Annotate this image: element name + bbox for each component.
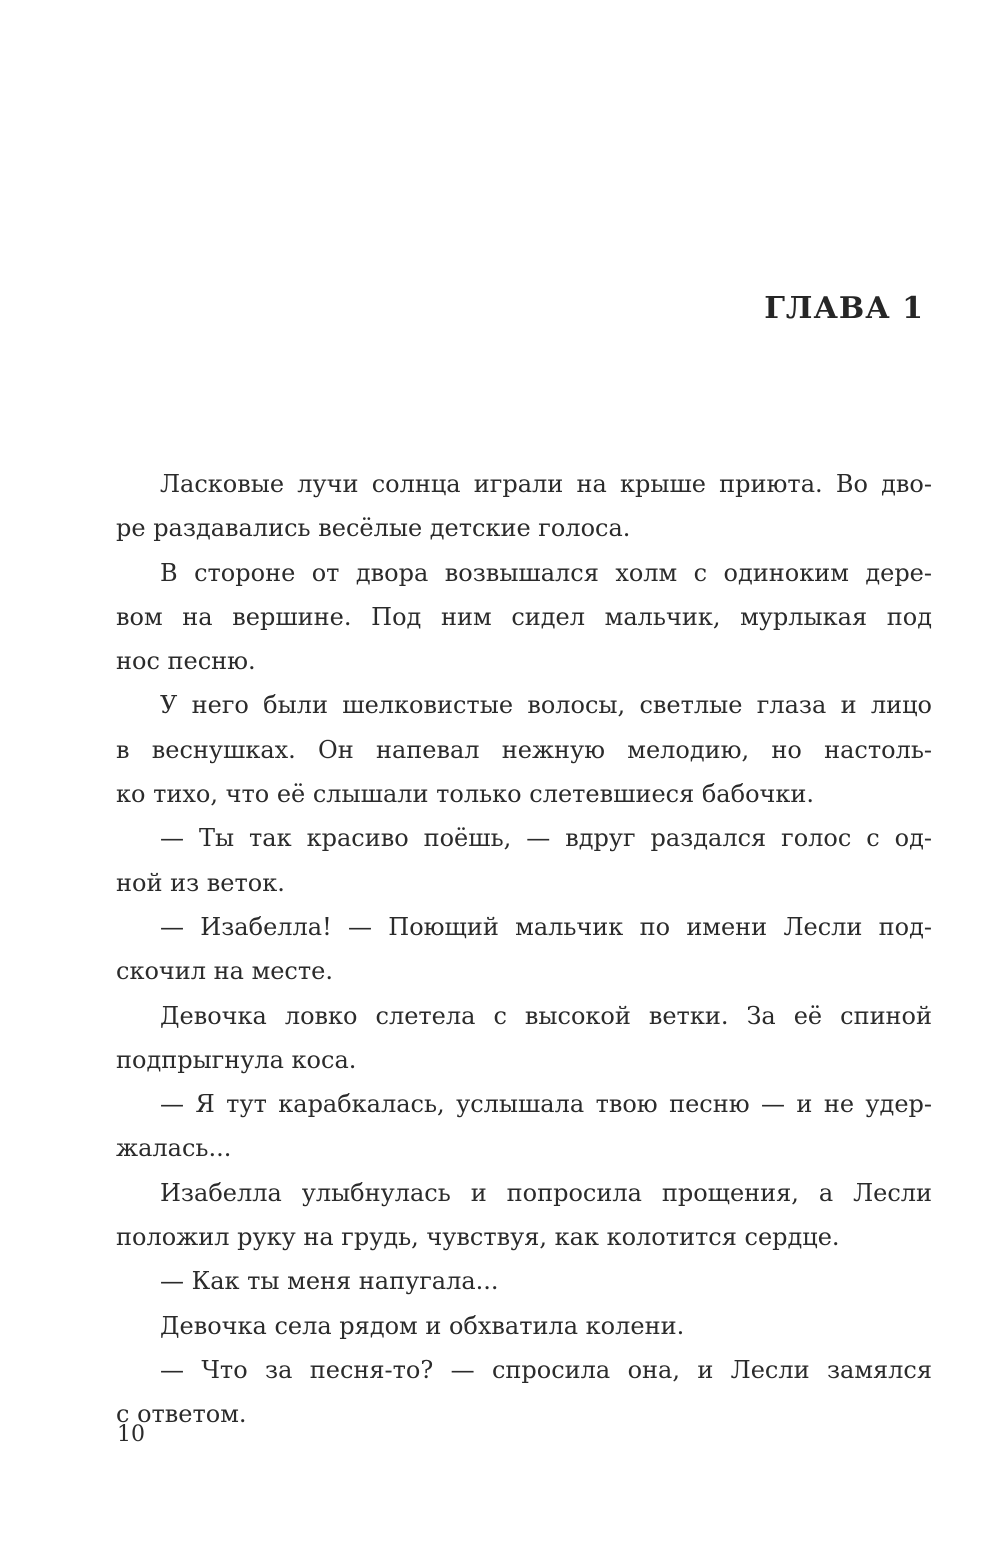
text-line: Ласковые лучи солнца играли на крыше приюта. Во дво- xyxy=(160,470,932,498)
text-line: ной из веток. xyxy=(116,868,285,897)
text-line: — Как ты меня напугала... xyxy=(160,1267,499,1296)
text-line: ко тихо, что её слышали только слетевшиеся бабочки. xyxy=(116,780,815,809)
page-number: 10 xyxy=(117,1422,145,1447)
text-line: скочил на месте. xyxy=(116,957,333,986)
text-line: — Изабелла! — Поющий мальчик по имени Лесли под- xyxy=(160,912,932,941)
text-line: с ответом. xyxy=(116,1400,247,1429)
chapter-title: ГЛАВА 1 xyxy=(764,291,924,326)
text-line: вом на вершине. Под ним сидел мальчик, мурлыкая под xyxy=(116,602,932,631)
text-line: Девочка села рядом и обхватила колени. xyxy=(160,1311,685,1340)
text-line: Изабелла улыбнулась и попросила прощения, а Лесли xyxy=(160,1178,932,1207)
text-line: В стороне от двора возвышался холм с одиноким дере- xyxy=(160,558,932,587)
text-line: нос песню. xyxy=(116,647,256,676)
chapter-text xyxy=(116,462,932,1437)
text-line: положил руку на грудь, чувствуя, как колотится сердце. xyxy=(116,1223,840,1252)
text-line: в веснушках. Он напевал нежную мелодию, но настоль- xyxy=(116,735,932,764)
text-line: — Я тут карабкалась, услышала твою песню — и не удер- xyxy=(160,1090,932,1119)
text-line: жалась... xyxy=(116,1134,232,1163)
text-line: подпрыгнула коса. xyxy=(116,1045,357,1074)
text-line: У него были шелковистые волосы, светлые глаза и лицо xyxy=(160,691,932,720)
text-line: ре раздавались весёлые детские голоса. xyxy=(116,514,631,543)
text-line: Девочка ловко слетела с высокой ветки. За её спиной xyxy=(160,1001,932,1030)
text-line: — Что за песня-то? — спросила она, и Лесли замялся xyxy=(160,1355,932,1384)
text-line: — Ты так красиво поёшь, — вдруг раздался голос с од- xyxy=(160,824,932,853)
